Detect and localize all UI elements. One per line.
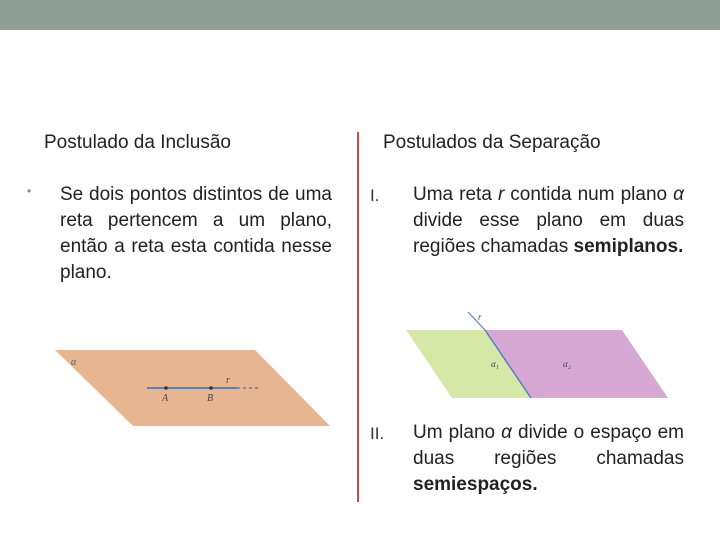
right-heading: Postulados da Separação: [383, 132, 601, 153]
semiplanes-figure: [400, 308, 690, 403]
text-part: contida num plano: [504, 184, 674, 205]
separation-paragraph-2: [413, 420, 684, 498]
bullet: •: [27, 184, 32, 198]
alpha-label: α: [71, 357, 77, 368]
text-part: divide o espaço em duas regiões chamadas: [413, 422, 684, 469]
point-b: [209, 386, 213, 390]
text-bold: semiespaços.: [413, 474, 538, 495]
b-label: B: [207, 393, 214, 404]
line-r-upper: [468, 312, 485, 330]
text-part: Uma reta: [413, 184, 498, 205]
text-part: Um plano: [413, 422, 502, 443]
numeral-2: II.: [370, 424, 385, 443]
separation-paragraph-1: [413, 182, 684, 260]
text-alpha: α: [501, 422, 512, 443]
point-a: [164, 386, 168, 390]
column-divider: [357, 132, 359, 502]
inclusion-paragraph: Se dois pontos distintos de uma reta pertencem a um plano, então a reta esta contida nesse plano.: [60, 184, 332, 283]
text-bold: semiplanos.: [573, 236, 684, 257]
alpha1-label: α₁: [491, 359, 499, 369]
top-bar: [0, 0, 720, 30]
numeral-1: I.: [370, 186, 380, 205]
text-alpha: α: [673, 184, 684, 205]
text-var-r: r: [497, 184, 505, 205]
text-part: divide esse plano em duas regiões chamadas: [413, 210, 684, 257]
left-heading: Postulado da Inclusão: [44, 132, 231, 153]
r-label: r: [478, 312, 482, 322]
plane-with-line-figure: [55, 350, 335, 430]
alpha2-label: α₂: [563, 359, 571, 369]
r-label: r: [226, 375, 230, 386]
a-label: A: [162, 393, 169, 404]
